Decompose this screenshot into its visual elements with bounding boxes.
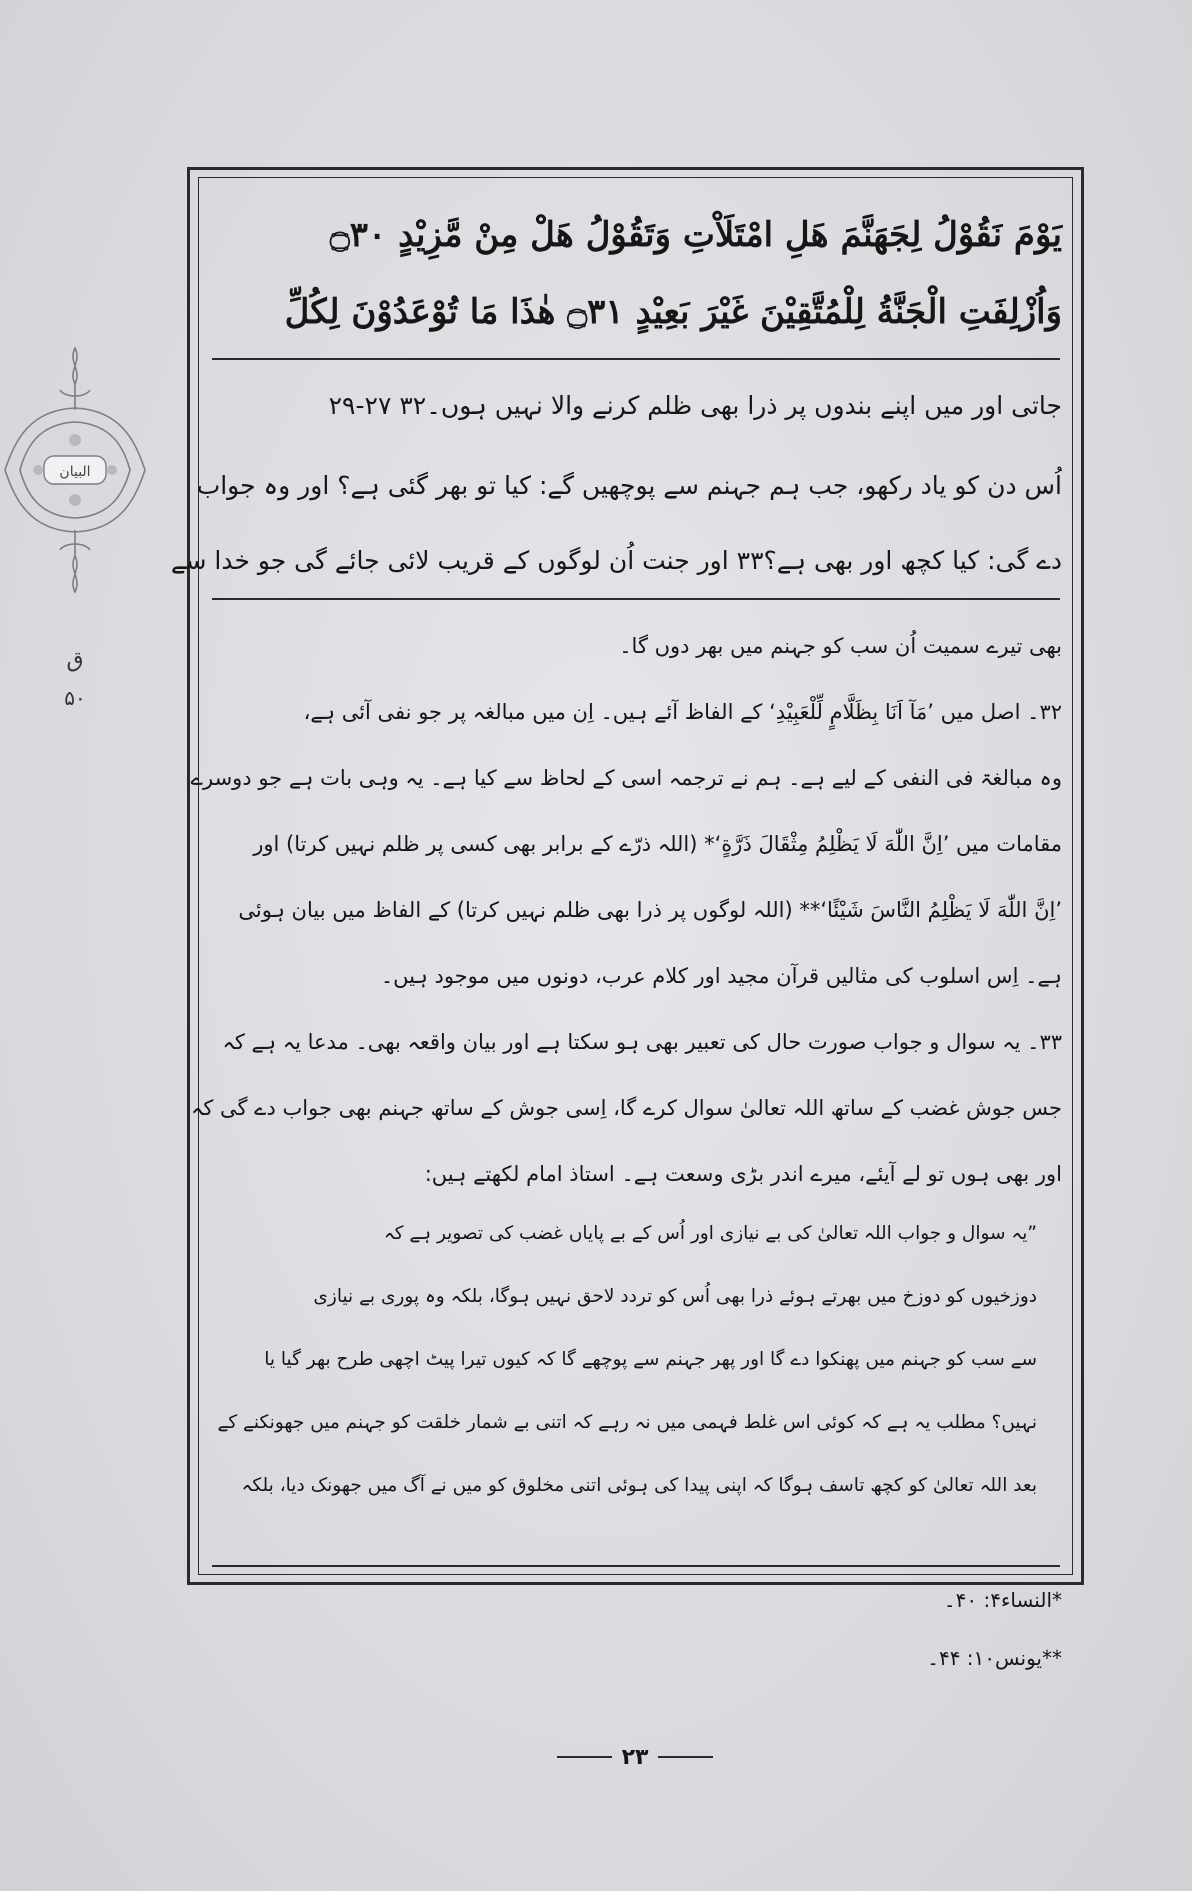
translation-line: دے گی: کیا کچھ اور بھی ہے؟۳۳ اور جنت اُن لوگوں کے قریب لائی جائے گی جو خدا سے <box>170 546 1062 575</box>
footnote: *النساء۴: ۴۰۔ <box>943 1588 1062 1612</box>
ornament-medallion <box>0 340 150 600</box>
note-line: ۳۲۔ اصل میں ’مَآ اَنَا بِظَلَّامٍ لِّلْعَبِيْدِ‘ کے الفاظ آئے ہیں۔ اِن میں مبالغہ پر جو نفی آئی ہے، <box>303 700 1062 724</box>
translation-line: جاتی اور میں اپنے بندوں پر ذرا بھی ظلم کرنے والا نہیں ہوں۔۳۲ ۲۷-۲۹ <box>328 391 1062 420</box>
side-surah-number: ۵۰ <box>64 686 86 710</box>
note-line: بھی تیرے سمیت اُن سب کو جہنم میں بھر دوں گا۔ <box>619 634 1062 658</box>
divider-translation <box>212 598 1060 600</box>
note-line: اور بھی ہوں تو لے آیئے، میرے اندر بڑی وسعت ہے۔ استاذ امام لکھتے ہیں: <box>424 1162 1062 1186</box>
verse-line-2: وَاُزْلِفَتِ الْجَنَّةُ لِلْمُتَّقِيْنَ غَيْرَ بَعِيْدٍ ۝٣١ هٰذَا مَا تُوْعَدُوْنَ لِكُلِّ <box>284 292 1062 332</box>
translation-line: اُس دن کو یاد رکھو، جب ہم جہنم سے پوچھیں گے: کیا تو بھر گئی ہے؟ اور وہ جواب <box>196 471 1062 500</box>
note-line: وہ مبالغۃ فی النفی کے لیے ہے۔ ہم نے ترجمہ اسی کے لحاظ سے کیا ہے۔ یہ وہی بات ہے جو دوسرے <box>190 766 1062 790</box>
page-number-rule-left <box>557 1756 612 1758</box>
verse-line-1: يَوْمَ نَقُوْلُ لِجَهَنَّمَ هَلِ امْتَلَاْتِ وَتَقُوْلُ هَلْ مِنْ مَّزِيْدٍ ۝٣٠ <box>329 215 1062 255</box>
page-number: ۲۳ <box>621 1744 649 1770</box>
note-line: ’اِنَّ اللّٰهَ لَا يَظْلِمُ النَّاسَ شَيْئًا‘** (اللہ لوگوں پر ذرا بھی ظلم نہیں کرتا) کے الفاظ میں بیان ہوئی <box>238 898 1062 922</box>
footnote: **یونس۱۰: ۴۴۔ <box>927 1646 1062 1670</box>
ornament-label: البیان <box>59 464 91 480</box>
divider-footnotes <box>212 1565 1060 1567</box>
note-line: ۳۳۔ یہ سوال و جواب صورت حال کی تعبیر بھی ہو سکتا ہے اور بیان واقعہ بھی۔ مدعا یہ ہے کہ <box>222 1030 1062 1054</box>
note-line: جس جوش غضب کے ساتھ اللہ تعالیٰ سوال کرے گا، اِسی جوش کے ساتھ جہنم بھی جواب دے گی کہ <box>191 1096 1062 1120</box>
quote-line: ”یہ سوال و جواب اللہ تعالیٰ کی بے نیازی اور اُس کے بے پایاں غضب کی تصویر ہے کہ <box>383 1223 1037 1244</box>
note-line: مقامات میں ’اِنَّ اللّٰهَ لَا يَظْلِمُ مِثْقَالَ ذَرَّةٍ‘* (اللہ ذرّے کے برابر بھی کسی پر ظلم نہیں کرتا) اور <box>253 832 1062 856</box>
divider-verses <box>212 358 1060 360</box>
quote-line: سے سب کو جہنم میں پھنکوا دے گا اور پھر جہنم سے پوچھے گا کہ کیوں تیرا پیٹ اچھی طرح بھر گیا یا <box>264 1349 1037 1370</box>
side-surah-name: ق <box>66 648 84 673</box>
page-number-block <box>545 1745 725 1769</box>
note-line: ہے۔ اِس اسلوب کی مثالیں قرآن مجید اور کلام عرب، دونوں میں موجود ہیں۔ <box>380 964 1062 988</box>
quote-line: بعد اللہ تعالیٰ کو کچھ تاسف ہوگا کہ اپنی پیدا کی ہوئی اتنی مخلوق کو میں نے آگ میں جھونک دیا، بلکہ <box>241 1475 1037 1496</box>
quote-line: نہیں؟ مطلب یہ ہے کہ کوئی اس غلط فہمی میں نہ رہے کہ اتنی بے شمار خلقت کو جہنم میں جھونکنے کے <box>217 1412 1037 1433</box>
page-number-rule-right <box>658 1756 713 1758</box>
quote-line: دوزخیوں کو دوزخ میں بھرتے ہوئے ذرا بھی اُس کو تردد لاحق نہیں ہوگا، بلکہ وہ پوری بے نیازی <box>313 1286 1037 1307</box>
